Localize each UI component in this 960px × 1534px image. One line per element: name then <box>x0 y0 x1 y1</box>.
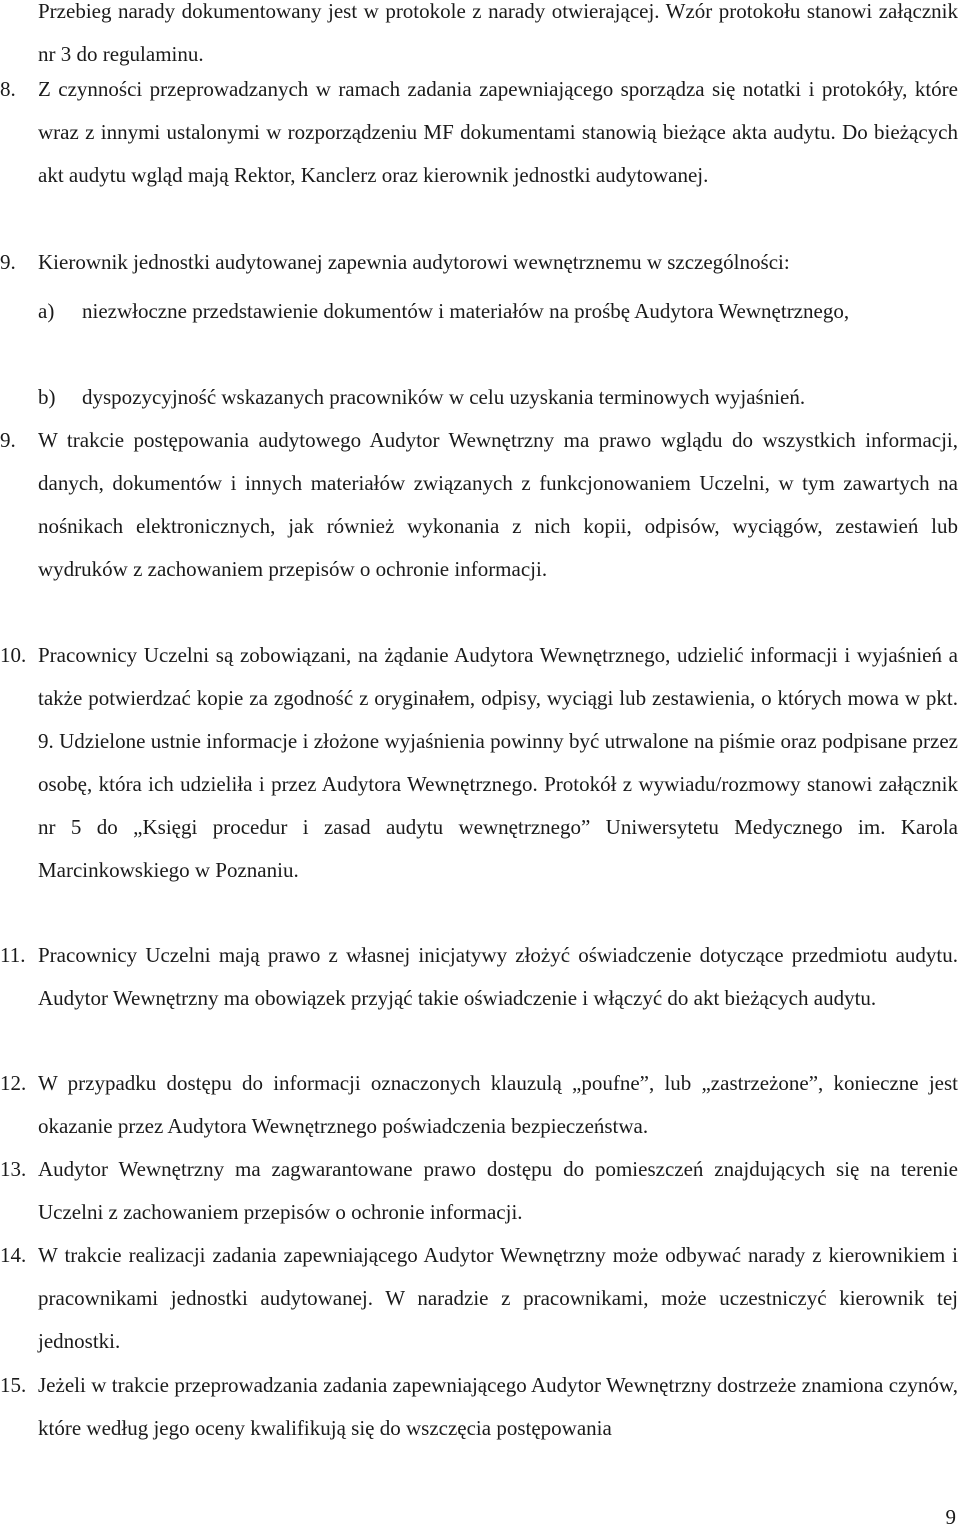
item-number: 11. <box>0 943 26 967</box>
item-number: 14. <box>0 1243 27 1267</box>
item-text: W trakcie realizacji zadania zapewniającego Audytor Wewnętrzny może odbywać narady z kierownikiem i pracownikami jednostki audytowanej. W naradzie z pracownikami, może uczestniczyć kierownik tej jednostki. <box>38 1243 958 1353</box>
item-text: W przypadku dostępu do informacji oznaczonych klauzulą „poufne”, lub „zastrzeżone”, konieczne jest okazanie przez Audytora Wewnętrznego poświadczenia bezpieczeństwa. <box>38 1071 958 1138</box>
page-number: 9 <box>945 1505 956 1529</box>
item-text: Pracownicy Uczelni są zobowiązani, na żądanie Audytora Wewnętrznego, udzielić informacji i wyjaśnień a także potwierdzać kopie za zgodność z oryginałem, odpisy, wyciągi lub zestawienia, o których mowa w pkt. 9. Udzielone ustnie informacje i złożone wyjaśnienia powinny być utrwalone na piśmie oraz podpisane przez osobę, która ich udzieliła i przez Audytora Wewnętrznego. Protokół z wywiadu/rozmowy stanowi załącznik nr 5 do „Księgi procedur i zasad audytu wewnętrznego” Uniwersytetu Medycznego im. Karola Marcinkowskiego w Poznaniu. <box>38 643 958 882</box>
item-text: Z czynności przeprowadzanych w ramach zadania zapewniającego sporządza się notatki i protokóły, które wraz z innymi ustalonymi w rozporządzeniu MF dokumentami stanowią bieżące akta audytu. Do bieżących akt audytu wgląd mają Rektor, Kanclerz oraz kierownik jednostki audytowanej. <box>38 77 958 187</box>
item-text: Jeżeli w trakcie przeprowadzania zadania zapewniającego Audytor Wewnętrzny dostrzeże znamiona czynów, które według jego oceny kwalifikują się do wszczęcia postępowania <box>38 1373 958 1440</box>
sub-item <box>38 290 958 333</box>
list-item <box>0 634 958 892</box>
intro-paragraph: Przebieg narady dokumentowany jest w protokole z narady otwierającej. Wzór protokołu stanowi załącznik nr 3 do regulaminu. <box>38 0 958 66</box>
list-item <box>0 1148 958 1234</box>
item-number: 9. <box>0 250 16 274</box>
sub-item-letter: a) <box>38 299 55 323</box>
item-text: Audytor Wewnętrzny ma zagwarantowane prawo dostępu do pomieszczeń znajdujących się na terenie Uczelni z zachowaniem przepisów o ochronie informacji. <box>38 1157 958 1224</box>
item-number: 15. <box>0 1373 27 1397</box>
item-text: W trakcie postępowania audytowego Audytor Wewnętrzny ma prawo wglądu do wszystkich informacji, danych, dokumentów i innych materiałów związanych z funkcjonowaniem Uczelni, w tym zawartych na nośnikach elektronicznych, jak również wykonania z nich kopii, odpisów, wyciągów, zestawień lub wydruków z zachowaniem przepisów o ochronie informacji. <box>38 428 958 581</box>
list-item <box>0 934 958 1020</box>
sub-item <box>38 376 958 419</box>
list-item <box>0 68 958 197</box>
item-text: Pracownicy Uczelni mają prawo z własnej inicjatywy złożyć oświadczenie dotyczące przedmiotu audytu. Audytor Wewnętrzny ma obowiązek przyjąć takie oświadczenie i włączyć do akt bieżących audytu. <box>38 943 958 1010</box>
item-number: 9. <box>0 428 16 452</box>
item-number: 13. <box>0 1157 27 1181</box>
sub-item-text: niezwłoczne przedstawienie dokumentów i materiałów na prośbę Audytora Wewnętrznego, <box>82 299 850 323</box>
item-number: 12. <box>0 1071 27 1095</box>
list-item <box>0 1364 958 1450</box>
list-item <box>0 1234 958 1363</box>
list-item <box>0 241 958 284</box>
sub-item-letter: b) <box>38 385 56 409</box>
item-number: 10. <box>0 643 27 667</box>
list-item <box>0 1062 958 1148</box>
sub-item-text: dyspozycyjność wskazanych pracowników w celu uzyskania terminowych wyjaśnień. <box>82 385 806 409</box>
item-text: Kierownik jednostki audytowanej zapewnia audytorowi wewnętrznemu w szczególności: <box>38 250 790 274</box>
item-number: 8. <box>0 77 16 101</box>
list-item <box>0 419 958 591</box>
